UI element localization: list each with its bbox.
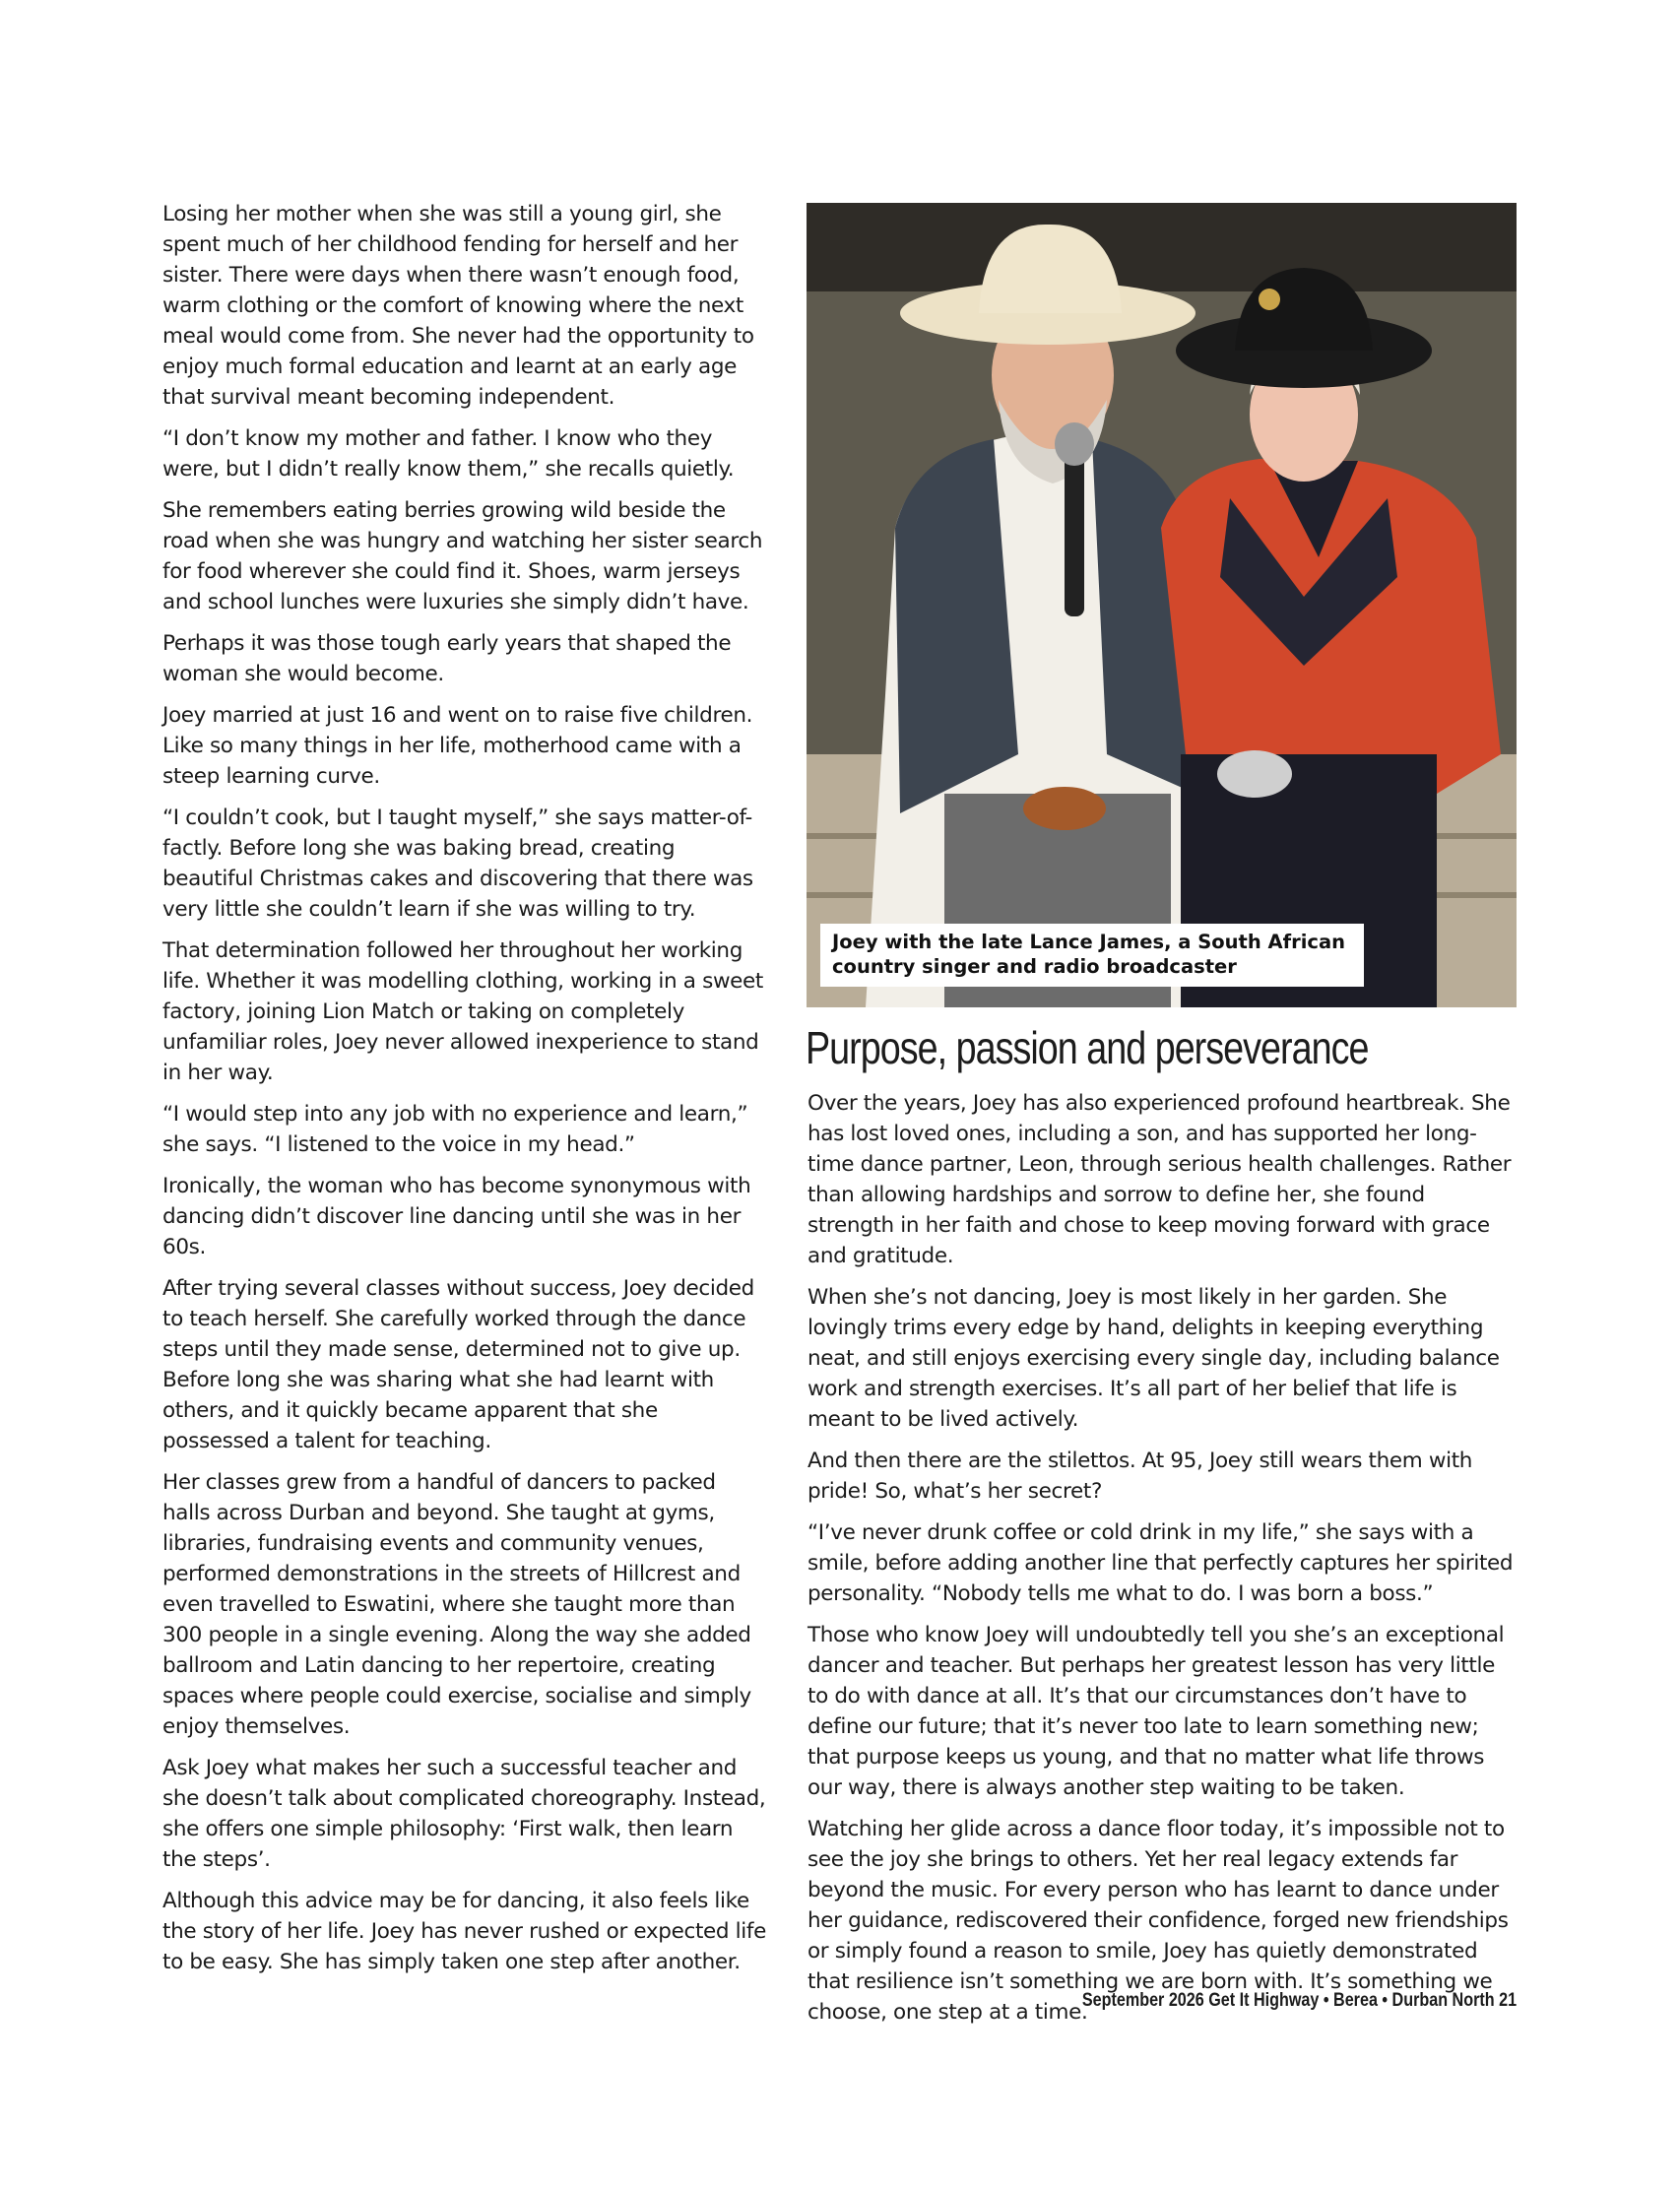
article-paragraph: Perhaps it was those tough early years that shaped the woman she would become. xyxy=(162,631,732,686)
article-paragraph: “I would step into any job with no experience and learn,” she says. “I listened to the voice in my head.” xyxy=(162,1102,748,1157)
article-paragraph: Watching her glide across a dance floor today, it’s impossible not to see the joy she brings to others. Yet her real legacy extends far beyond the music. For every person who has learnt to dance under her guidance, rediscovered their confidence, forged new friendships or simply found a reason to smile, Joey has quietly demonstrated that resilience isn’t something we are born with. It’s something we choose, one step at a time. xyxy=(808,1817,1509,2025)
article-paragraph: Ask Joey what makes her such a successful teacher and she doesn’t talk about complicated choreography. Instead, she offers one simple philosophy: ‘First walk, then learn the steps’. xyxy=(162,1756,766,1872)
article-right-column xyxy=(808,1088,1517,2038)
article-paragraph: Joey married at just 16 and went on to raise five children. Like so many things in her life, motherhood came with a steep learning curve. xyxy=(162,703,753,789)
article-photo xyxy=(807,203,1517,1007)
woman-hat-badge xyxy=(1259,289,1280,310)
article-paragraph: After trying several classes without success, Joey decided to teach herself. She carefully worked through the dance steps until they made sense, determined not to give up. Before long she was sharing what she had learnt with others, and it quickly became apparent that she possessed a talent for teaching. xyxy=(162,1276,754,1453)
article-paragraph: “I couldn’t cook, but I taught myself,” she says matter-of-factly. Before long she was baking bread, creating beautiful Christmas cakes and discovering that there was very little she couldn’t learn if she was willing to try. xyxy=(162,805,753,922)
section-heading: Purpose, passion and perseverance xyxy=(806,1022,1369,1073)
article-paragraph: That determination followed her throughout her working life. Whether it was modelling clothing, working in a sweet factory, joining Lion Match or taking on completely unfamiliar roles, Joey never allowed inexperience to stand in her way. xyxy=(162,938,764,1085)
woman-belt-buckle xyxy=(1217,750,1292,798)
article-left-column xyxy=(162,199,768,1988)
photo-illustration xyxy=(807,203,1517,1007)
article-paragraph: “I don’t know my mother and father. I know who they were, but I didn’t really know them,” she recalls quietly. xyxy=(162,426,735,482)
article-paragraph: Over the years, Joey has also experienced profound heartbreak. She has lost loved ones, including a son, and has supported her long-time dance partner, Leon, through serious health challenges. Rather than allowing hardships and sorrow to define her, she found strength in her faith and chose to keep moving forward with grace and gratitude. xyxy=(808,1091,1512,1268)
article-paragraph: Her classes grew from a handful of dancers to packed halls across Durban and beyond. She taught at gyms, libraries, fundraising events and community venues, performed demonstrations in the streets of Hillcrest and even travelled to Eswatini, where she taught more than 300 people in a single evening. Along the way she added ballroom and Latin dancing to her repertoire, creating spaces where people could exercise, socialise and simply enjoy themselves. xyxy=(162,1470,751,1739)
article-paragraph: Losing her mother when she was still a young girl, she spent much of her childhood fending for herself and her sister. There were days when there wasn’t enough food, warm clothing or the comfort of knowing where the next meal would come from. She never had the opportunity to enjoy much formal education and learnt at an early age that survival meant becoming independent. xyxy=(162,202,754,410)
page-footer: September 2026 Get It Highway • Berea • Durban North 21 xyxy=(1081,1990,1517,2011)
man-belt-buckle xyxy=(1023,787,1106,830)
article-paragraph: When she’s not dancing, Joey is most likely in her garden. She lovingly trims every edge by hand, delights in keeping everything neat, and still enjoys exercising every single day, including balance work and strength exercises. It’s all part of her belief that life is meant to be lived actively. xyxy=(808,1285,1500,1432)
microphone-icon xyxy=(1065,449,1084,616)
photo-background-top xyxy=(807,203,1517,291)
article-paragraph: Those who know Joey will undoubtedly tell you she’s an exceptional dancer and teacher. But perhaps her greatest lesson has very little to do with dance at all. It’s that our circumstances don’t have to define our future; that it’s never too late to learn something new; that purpose keeps us young, and that no matter what life throws our way, there is always another step waiting to be taken. xyxy=(808,1623,1505,1800)
article-paragraph: Although this advice may be for dancing, it also feels like the story of her life. Joey has never rushed or expected life to be easy. She has simply taken one step after another. xyxy=(162,1889,767,1974)
photo-caption: Joey with the late Lance James, a South African country singer and radio broadcaster xyxy=(820,924,1364,987)
article-paragraph: She remembers eating berries growing wild beside the road when she was hungry and watching her sister search for food wherever she could find it. Shoes, warm jerseys and school lunches were luxuries she simply didn’t have. xyxy=(162,498,763,614)
article-paragraph: And then there are the stilettos. At 95, Joey still wears them with pride! So, what’s her secret? xyxy=(808,1449,1473,1504)
article-paragraph: Ironically, the woman who has become synonymous with dancing didn’t discover line dancing until she was in her 60s. xyxy=(162,1174,751,1259)
article-paragraph: “I’ve never drunk coffee or cold drink in my life,” she says with a smile, before adding another line that perfectly captures her spirited personality. “Nobody tells me what to do. I was born a boss.” xyxy=(808,1520,1514,1606)
